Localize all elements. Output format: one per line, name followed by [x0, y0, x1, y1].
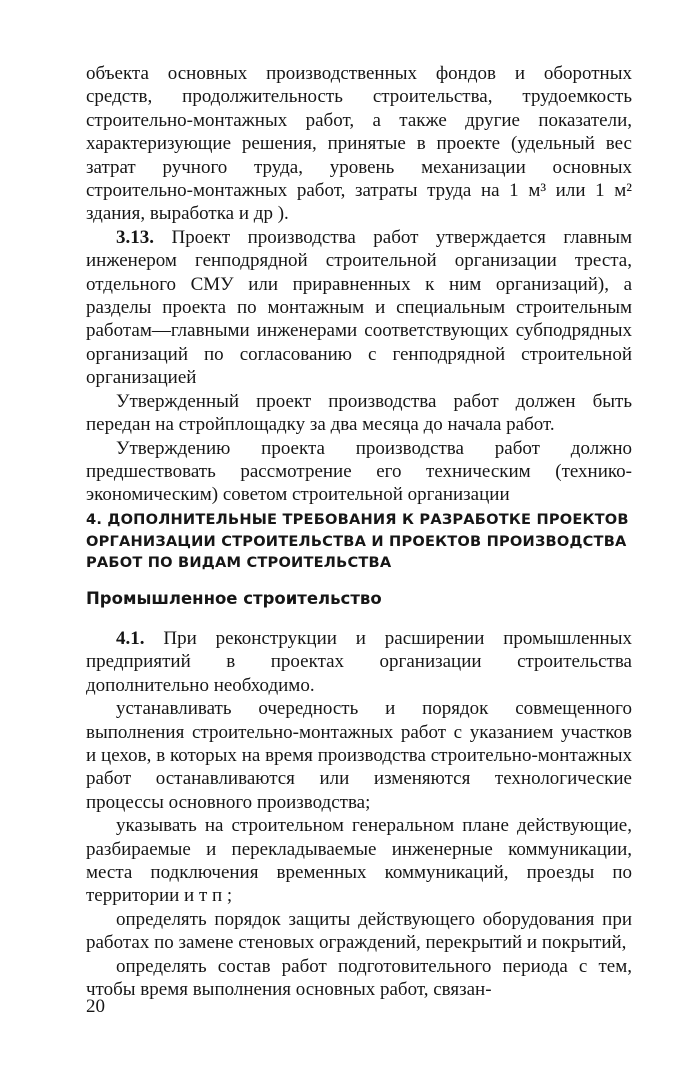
clause-number-3-13: 3.13.	[116, 226, 154, 248]
clause-number-4-1: 4.1.	[116, 628, 145, 649]
sub-heading-industrial: Промышленное строительство	[86, 589, 382, 608]
list-item-preparatory-works: определять состав работ подготовительного периода с тем, чтобы время выполнения основных работ, связан-	[86, 955, 632, 1001]
section-4-text-block	[86, 627, 632, 1002]
list-item-equipment-protection: определять порядок защиты действующего оборудования при работах по замене стеновых ограждений, перекрытий и покрытий,	[86, 908, 632, 954]
paragraph-4-1	[86, 627, 632, 697]
paragraph-4-1-text: При реконструкции и расширении промышленных предприятий в проектах организации строительства дополнительно необходимо.	[86, 628, 632, 696]
list-item-sequence: устанавливать очередность и порядок совмещенного выполнения строительно-монтажных работ с указанием участков и цехов, в которых на время производства строительно-монтажных работ останавливаются или изменяются технологические процессы основного производства;	[86, 698, 632, 813]
paragraph-3-13	[86, 226, 632, 390]
paragraph-3-13-text: Проект производства работ утверждается главным инженером генподрядной строительной организации треста, отдельного СМУ или приравненных к ним организаций), а разделы проекта по монтажным и специальным строительным работам—главными инженерами соответствующих субподрядных организаций по согласованию с генподрядной строительной организацией	[86, 226, 632, 389]
page-number: 20	[86, 996, 105, 1017]
list-item-site-plan: указывать на строительном генеральном плане действующие, разбираемые и перекладываемые инженерные коммуникации, места подключения временных коммуникаций, проезды по территории и т п ;	[86, 815, 632, 907]
paragraph-approved-project: Утвержденный проект производства работ должен быть передан на стройплощадку за два месяца до начала работ.	[86, 390, 632, 436]
intro-text-block	[86, 62, 632, 507]
section-heading-4: 4. ДОПОЛНИТЕЛЬНЫЕ ТРЕБОВАНИЯ К РАЗРАБОТКЕ ПРОЕКТОВ ОРГАНИЗАЦИИ СТРОИТЕЛЬСТВА И ПРОЕКТОВ ПРОИЗВОДСТВА РАБОТ ПО ВИДАМ СТРОИТЕЛЬСТВА	[86, 511, 629, 571]
paragraph-approval-review: Утверждению проекта производства работ должно предшествовать рассмотрение его техническим (технико-экономическим) советом строительной организации	[86, 437, 632, 506]
paragraph-indicators: объекта основных производственных фондов и оборотных средств, продолжительность строительства, трудоемкость строительно-монтажных работ, а также другие показатели, характеризующие решения, принятые в проекте (удельный вес затрат ручного труда, уровень механизации основных строительно-монтажных работ, затраты труда на 1 м³ или 1 м² здания, выработка и др ).	[86, 63, 632, 225]
